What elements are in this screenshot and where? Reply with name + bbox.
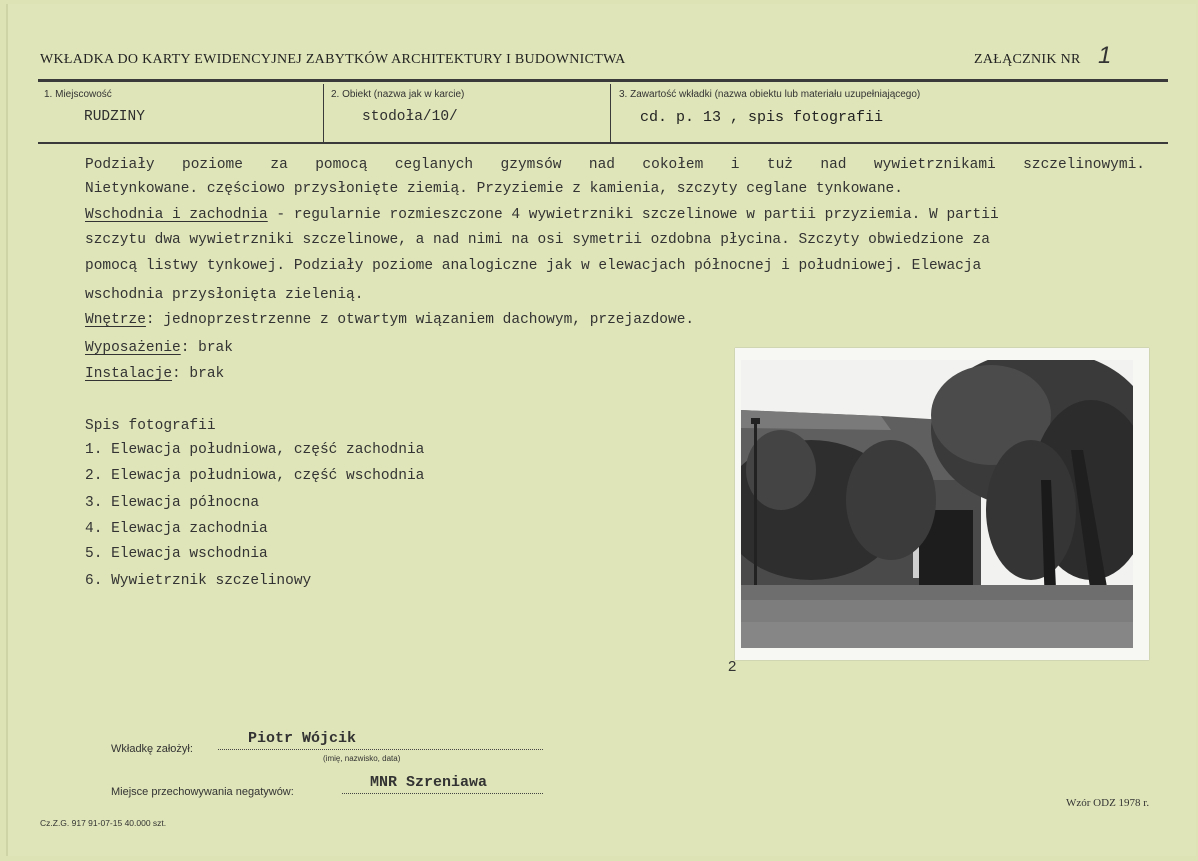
body-line-3 <box>85 207 999 223</box>
founder-value: Piotr Wójcik <box>248 730 357 747</box>
field-1-label: 1. Miejscowość <box>44 89 112 100</box>
storage-dotted-line <box>342 793 543 794</box>
field-divider-1 <box>323 84 324 142</box>
attachment-number: 1 <box>1098 42 1112 69</box>
barn-photo <box>741 360 1133 648</box>
photo-mount <box>735 348 1149 660</box>
photo-list-item: 6. Wywietrznik szczelinowy <box>85 573 312 589</box>
fields-rule <box>38 142 1168 144</box>
equipment-text: : brak <box>180 340 233 356</box>
founder-hint: (imię, nazwisko, data) <box>323 754 401 763</box>
photo-list-item: 3. Elewacja północna <box>85 495 260 511</box>
header-rule <box>38 79 1168 82</box>
photo-list-item: 4. Elewacja zachodnia <box>85 521 268 537</box>
body-line-4: szczytu dwa wywietrzniki szczelinowe, a nad nimi na osi symetrii ozdobna płycina. Szczyty obwiedzione za <box>85 232 990 248</box>
equipment-line <box>85 340 233 356</box>
photo-list-item: 1. Elewacja południowa, część zachodnia <box>85 442 425 458</box>
storage-value: MNR Szreniawa <box>370 774 488 791</box>
founder-dotted-line <box>218 749 543 750</box>
equipment-label: Wyposażenie <box>85 340 181 356</box>
photo-list-item: 5. Elewacja wschodnia <box>85 546 268 562</box>
installation-text: : brak <box>172 366 225 382</box>
field-2-value: stodoła/10/ <box>362 109 458 125</box>
field-2-label: 2. Obiekt (nazwa jak w karcie) <box>331 89 465 100</box>
body-line-2: Nietynkowane. częściowo przysłonięte ziemią. Przyziemie z kamienia, szczyty ceglane tynkowane. <box>85 181 903 197</box>
photo-list-item: 2. Elewacja południowa, część wschodnia <box>85 468 425 484</box>
form-version: Wzór ODZ 1978 r. <box>1066 797 1150 809</box>
attachment-label: ZAŁĄCZNIK NR <box>974 52 1081 67</box>
body-line-3-rest: - regularnie rozmieszczone 4 wywietrzniki szczelinowe w partii przyziemia. W partii <box>267 207 999 223</box>
field-1-value: RUDZINY <box>84 109 145 125</box>
body-line-1: Podziały poziome za pomocą ceglanych gzymsów nad cokołem i tuż nad wywietrznikami szczelinowymi. <box>85 157 1145 173</box>
interior-text: : jednoprzestrzenne z otwartym wiązaniem dachowym, przejazdowe. <box>145 312 695 328</box>
interior-line <box>85 312 694 328</box>
print-info: Cz.Z.G. 917 91-07-15 40.000 szt. <box>40 818 167 828</box>
field-3-value: cd. p. 13 , spis fotografii <box>640 109 884 126</box>
field-divider-2 <box>610 84 611 142</box>
body-line-5: pomocą listwy tynkowej. Podziały poziome analogiczne jak w elewacjach północnej i południowej. Elewacja <box>85 258 982 274</box>
founder-label: Wkładkę założył: <box>111 743 193 755</box>
form-title: WKŁADKA DO KARTY EWIDENCYJNEJ ZABYTKÓW ARCHITEKTURY I BUDOWNICTWA <box>40 52 626 67</box>
installation-label: Instalacje <box>85 366 173 382</box>
photo-number: 2 <box>728 658 737 675</box>
interior-label: Wnętrze <box>85 312 146 328</box>
photo-list-title: Spis fotografii <box>85 418 216 434</box>
east-west-heading: Wschodnia i zachodnia <box>85 207 268 223</box>
body-line-6: wschodnia przysłonięta zielenią. <box>85 287 364 303</box>
storage-label: Miejsce przechowywania negatywów: <box>111 786 294 798</box>
field-3-label: 3. Zawartość wkładki (nazwa obiektu lub materiału uzupełniającego) <box>619 89 921 100</box>
installation-line <box>85 366 224 382</box>
